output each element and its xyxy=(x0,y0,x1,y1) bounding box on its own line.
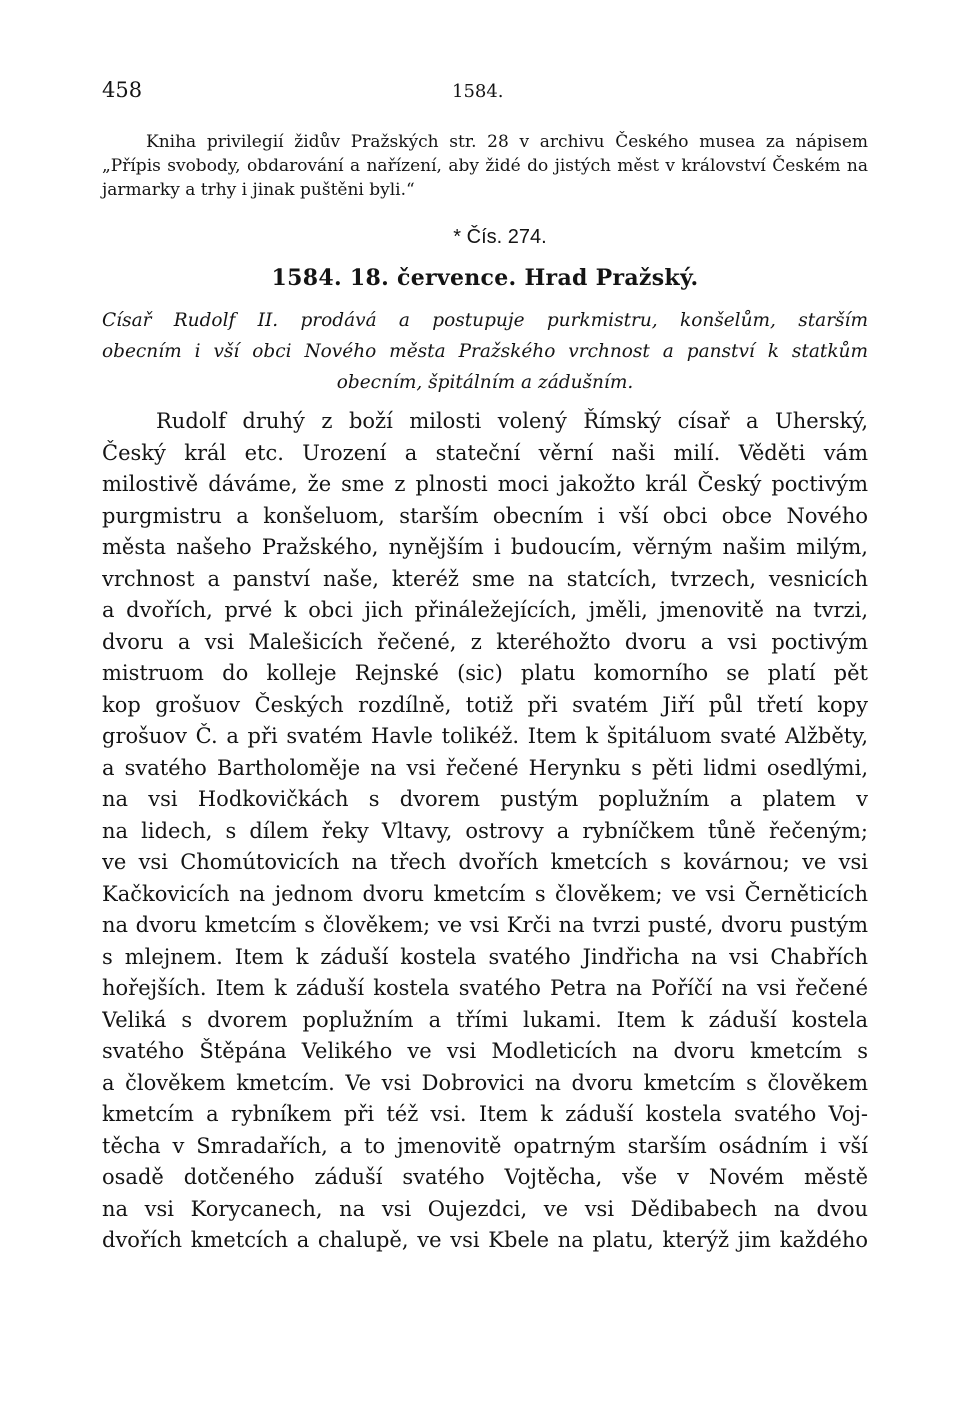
running-head xyxy=(102,78,868,108)
body-line: Kačkovicích na jednom dvoru kmetcím s člověkem; ve vsi Černěticích xyxy=(102,881,868,906)
document-number: * Čís. 274. xyxy=(453,226,547,248)
regest-line: obecním i vší obci Nového města Pražského vrchnost a panství k statkům xyxy=(102,341,868,362)
page-number: 458 xyxy=(102,78,143,102)
body-line: na vsi Korycanech, na vsi Oujezdci, ve vsi Dědibabech na dvou xyxy=(102,1196,868,1221)
body-line: milostivě dáváme, že sme z plnosti moci jakožto král Český poctivým xyxy=(102,472,868,496)
body-line: ve vsi Chomútovicích na třech dvořích kmetcích s kovárnou; ve vsi xyxy=(102,850,868,874)
body-line: na lidech, s dílem řeky Vltavy, ostrovy a rybníčkem tůně řečeným; xyxy=(102,818,868,843)
body-line: a dvořích, prvé k obci jich přináležejících, jměli, jmenovitě na tvrzi, xyxy=(102,598,868,622)
source-note: Kniha privilegií židův Pražských str. 28 v archivu Českého musea za nápisem „Přípis svobody, obdarování a nařízení, aby židé do jistých měst v království Českém na jarmarky a trhy i jinak puštěni byli.“ xyxy=(102,132,868,200)
body-line: mistruom do kolleje Rejnské (sic) platu komorního se platí pět xyxy=(102,661,868,685)
body-line: města našeho Pražského, nynějším i budoucím, věrným našim milým, xyxy=(102,535,868,559)
body-line: Veliká s dvorem poplužním a třími lukami. Item k záduší kostela xyxy=(102,1007,868,1032)
body-line: hořejších. Item k záduší kostela svatého Petra na Poříčí na vsi řečené xyxy=(102,976,868,1000)
regest-line: Císař Rudolf II. prodává a postupuje purkmistru, konšelům, starším xyxy=(102,310,868,331)
body-line: a člověkem kmetcím. Ve vsi Dobrovici na dvoru kmetcím s člověkem xyxy=(102,1070,868,1095)
document-body xyxy=(102,406,868,1257)
running-year: 1584. xyxy=(452,81,504,102)
body-line: grošuov Č. a při svatém Havle tolikéž. Item k špitáluom svaté Alžběty, xyxy=(102,724,868,748)
body-line: Český král etc. Urození a stateční věrní naši milí. Věděti vám xyxy=(102,440,868,465)
dateline: 1584. 18. července. Hrad Pražský. xyxy=(271,265,699,291)
body-line: kmetcím a rybníkem při též vsi. Item k záduší kostela svatého Voj- xyxy=(102,1102,868,1126)
body-line: těcha v Smradařích, a to jmenovitě opatrným starším osádním i vší xyxy=(102,1133,868,1158)
regest-line: obecním, špitálním a zádušním. xyxy=(336,372,634,393)
body-line: Rudolf druhý z boží milosti volený Římský císař a Uherský, xyxy=(156,409,868,433)
body-line: vrchnost a panství naše, kteréž sme na statcích, tvrzech, vesnicích xyxy=(102,566,868,591)
body-line: s mlejnem. Item k záduší kostela svatého Jindřicha na vsi Chabřích xyxy=(102,944,868,969)
body-line: purgmistru a konšeluom, starším obecním i vší obci obce Nového xyxy=(102,503,868,528)
body-line: na dvoru kmetcím s člověkem; ve vsi Krči na tvrzi pusté, dvoru pustým xyxy=(102,913,868,937)
body-line: osadě dotčeného záduší svatého Vojtěcha, vše v Novém městě xyxy=(102,1165,868,1189)
body-line: svatého Štěpána Velikého ve vsi Modleticích na dvoru kmetcím s xyxy=(102,1039,868,1063)
body-line: a svatého Bartholoměje na vsi řečené Herynku s pěti lidmi osedlými, xyxy=(102,755,868,780)
body-line: dvoru a vsi Malešicích řečené, z kteréhožto dvoru a vsi poctivým xyxy=(102,629,868,654)
body-line: na vsi Hodkovičkách s dvorem pustým poplužním a platem v xyxy=(102,787,868,811)
body-line: dvořích kmetcích a chalupě, ve vsi Kbele na platu, kterýž jim každého xyxy=(102,1228,868,1252)
regest xyxy=(102,305,868,398)
body-line: kop grošuov Českých rozdílně, totiž při svatém Jiří půl třetí kopy xyxy=(102,692,868,717)
